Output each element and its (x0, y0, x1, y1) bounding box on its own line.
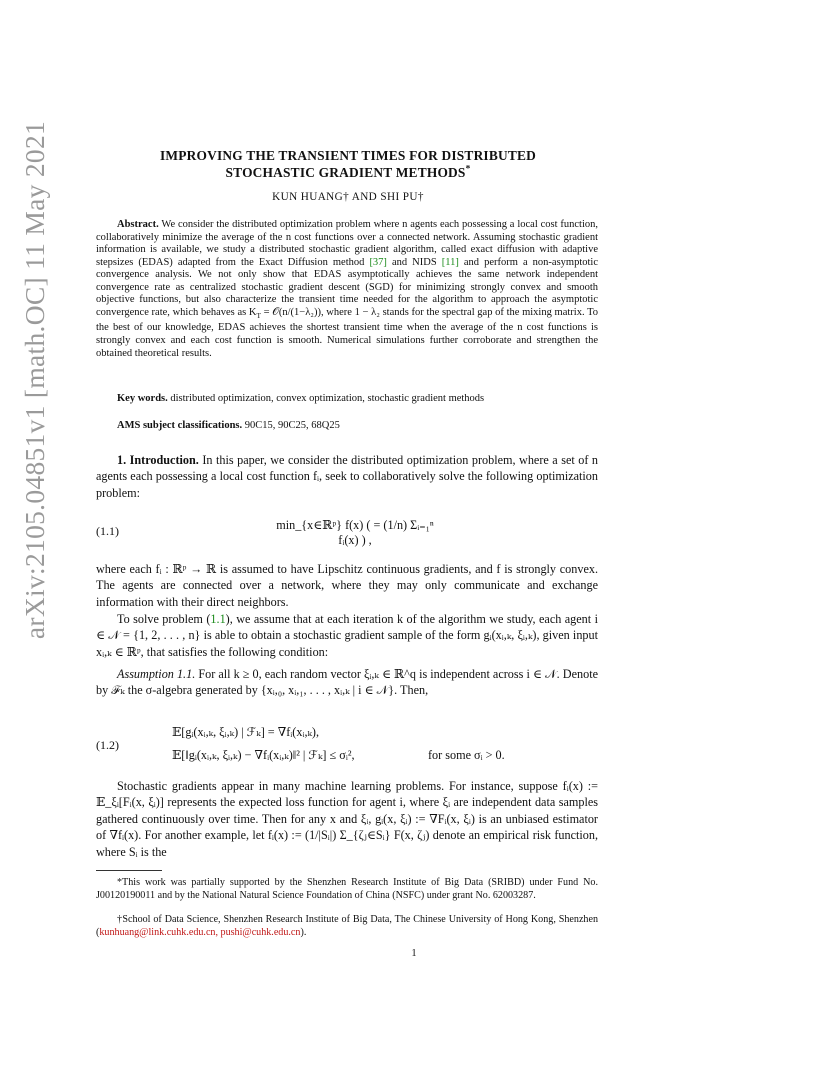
citation-11[interactable]: [11] (441, 256, 459, 268)
keywords (96, 393, 598, 406)
assumption-1-1 (96, 666, 598, 699)
ams-classifications (96, 420, 598, 433)
footnote-affiliation (96, 914, 598, 939)
keywords-text: distributed optimization, convex optimization, stochastic gradient methods (170, 393, 485, 404)
abstract: Abstract. We consider the distributed optimization problem where n agents each possessing a local cost function, collaboratively minimize the average of the n cost functions over a connected network. Assuming stochastic gradient information is available, we study a distributed stochastic gradient algorithm, called exact diffusion with adaptive stepsizes (EDAS) adapted from the Exact Diffusion method [37] and NIDS [11] and perform a non-asymptotic convergence analysis. We not only show that EDAS asymptotically achieves the same network independent convergence rate as centralized stochastic gradient descent (SGD) for minimizing strongly convex and smooth objective functions, but also characterize the transient time needed for the algorithm to approach the asymptotic convergence rate, which behaves as $K_T$ = 𝒪(n/(1−λ₂)), where 1 − λ₂ stands for the spectral gap of the mixing matrix. To the best of our knowledge, EDAS achieves the shortest transient time when the average of the n cost functions is strongly convex and each cost function is smooth. Numerical simulations further corroborate and strengthen the obtained theoretical results. (96, 219, 598, 359)
equation-number-1-2: (1.2) (96, 738, 119, 752)
abstract-text-2: and NIDS (386, 256, 442, 268)
keywords-label: Key words. (117, 393, 168, 404)
intro-p1-text: In this paper, we consider the distributed optimization problem, where a set of n agents each possessing a local cost function fᵢ, seek to collaboratively solve the following optimization problem: (96, 453, 599, 500)
affiliation-end: ). (300, 926, 307, 938)
page-number: 1 (411, 948, 417, 959)
equation-1-2-line-2: 𝔼[‖gᵢ(xᵢ,ₖ, ξᵢ,ₖ) − ∇fᵢ(xᵢ,ₖ)‖² | ℱₖ] ≤ σᵢ², (172, 748, 355, 762)
citation-37[interactable]: [37] (369, 256, 387, 268)
title-footnote-mark: * (465, 164, 471, 175)
abstract-text-4: = 𝒪(n/(1−λ₂)), where 1 − λ₂ stands for the spectral gap of the mixing matrix. To the best of our knowledge, EDAS achieves the shortest transient time when the average of the n cost functions is strongly convex and each cost function is smooth. Numerical simulations further corroborate and strengthen the obtained theoretical results. (96, 306, 598, 359)
intro-paragraph-3 (96, 611, 598, 660)
abstract-text-1: We consider the distributed optimization problem where n agents each possessing a local cost function, collaboratively minimize the average of the n cost functions over a connected network. Assuming stochastic gradient information is available, we study a distributed stochastic gradient algorithm, called exact diffusion with adaptive stepsizes (EDAS) adapted from the Exact Diffusion method (96, 219, 598, 268)
assumption-text: For all k ≥ 0, each random vector ξᵢ,ₖ ∈ ℝ^q is independent across i ∈ 𝒩. Denote by ℱₖ the σ-algebra generated by {xᵢ,₀, xᵢ,₁, . . . , xᵢ,ₖ | i ∈ 𝒩}. Then, (96, 667, 598, 698)
paper-title (100, 148, 596, 181)
equation-ref-1-1[interactable]: 1.1 (210, 612, 226, 626)
arxiv-sidebar-stamp (10, 40, 60, 720)
intro-paragraph-2: where each fᵢ : ℝᵖ → ℝ is assumed to have Lipschitz continuous gradients, and f is strongly convex. The agents are connected over a network, where they may only communicate and exchange information with their direct neighbors. (96, 562, 598, 609)
assumption-label: Assumption 1.1. (117, 667, 196, 681)
section-heading-introduction: 1. Introduction. (117, 453, 199, 467)
title-line-2-wrap (100, 165, 596, 182)
equation-number-1-1: (1.1) (96, 524, 119, 538)
intro-paragraph-1 (96, 452, 598, 501)
arxiv-identifier: arXiv:2105.04851v1 [math.OC] 11 May 2021 (19, 120, 50, 640)
authors: KUN HUANG† AND SHI PU† (272, 191, 424, 203)
author-emails-link[interactable]: kunhuang@link.cuhk.edu.cn, pushi@cuhk.edu.cn (99, 926, 301, 938)
intro-p3-text-a: To solve problem ( (117, 612, 211, 626)
equation-1-1: min_{x∈ℝᵖ} f(x) ( = (1/n) Σᵢ₌₁ⁿ fᵢ(x) ) , (276, 518, 434, 547)
abstract-text-3: and perform a non-asymptotic convergence analysis. We not only show that EDAS asymptotically achieves the same network independent convergence rate as centralized stochastic gradient descent (SGD) for minimizing strongly convex and smooth objective functions, but also characterize the transient time needed for the algorithm to approach the asymptotic convergence rate, which behaves as K (96, 256, 598, 318)
ams-text: 90C15, 90C25, 68Q25 (244, 420, 340, 431)
footnote-funding: *This work was partially supported by the Shenzhen Research Institute of Big Data (SRIBD) under Fund No. J00120190011 and by the National Natural Science Foundation of China (NSFC) under grant No. 62003287. (96, 877, 598, 901)
ams-label: AMS subject classifications. (117, 420, 243, 431)
title-line-2: STOCHASTIC GRADIENT METHODS (225, 164, 466, 180)
equation-1-2-line-1: 𝔼[gᵢ(xᵢ,ₖ, ξᵢ,ₖ) | ℱₖ] = ∇fᵢ(xᵢ,ₖ), (172, 725, 320, 739)
footnote-rule (96, 870, 162, 871)
title-line-1: IMPROVING THE TRANSIENT TIMES FOR DISTRIBUTED (160, 148, 536, 163)
abstract-heading: Abstract. (117, 219, 159, 230)
affiliation-text: †School of Data Science, Shenzhen Research Institute of Big Data, The Chinese University of Hong Kong, Shenzhen ( (96, 914, 598, 938)
intro-p3-text-b: ), we assume that at each iteration k of the algorithm we study, each agent i ∈ 𝒩 = {1, 2, . . . , n} is able to obtain a stochastic gradient sample of the form gᵢ(xᵢ,ₖ, ξᵢ,ₖ), given input xᵢ,ₖ ∈ ℝᵖ, that satisfies the following condition: (96, 612, 598, 659)
equation-1-2-condition: for some σᵢ > 0. (428, 748, 505, 762)
intro-paragraph-4: Stochastic gradients appear in many machine learning problems. For instance, suppose fᵢ(x) := 𝔼_ξᵢ[Fᵢ(x, ξᵢ)] represents the expected loss function for agent i, where ξᵢ are independent data samples gathered continuously over time. Then for any x and ξᵢ, gᵢ(x, ξᵢ) := ∇Fᵢ(x, ξᵢ) is an unbiased estimator of ∇fᵢ(x). For another example, let fᵢ(x) := (1/|Sᵢ|) Σ_{ζⱼ∈Sᵢ} F(x, ζⱼ) denote an empirical risk function, where Sᵢ is the (96, 779, 598, 859)
